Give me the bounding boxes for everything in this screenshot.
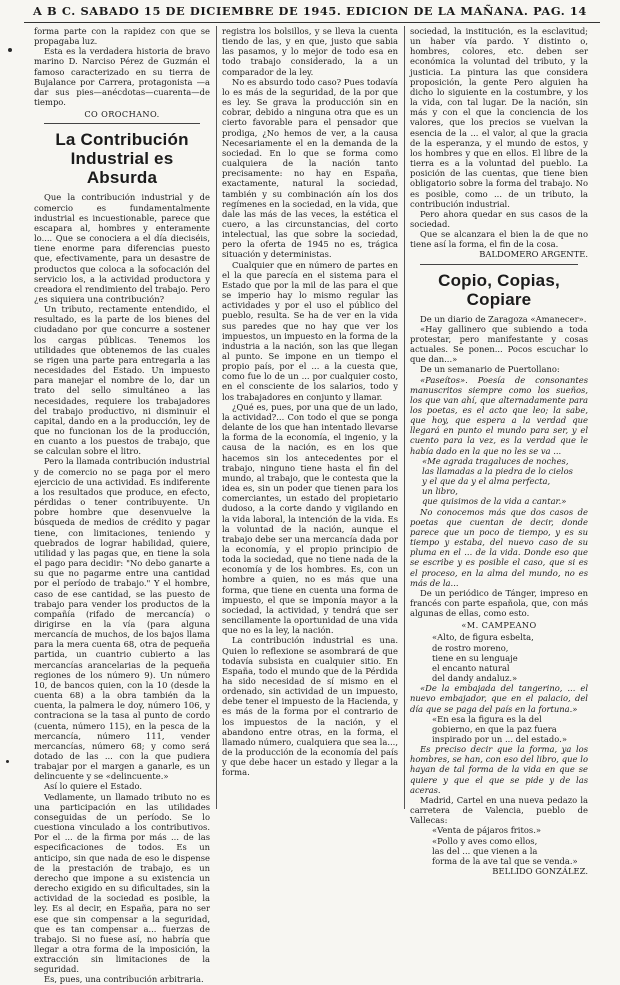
article-paragraph: Cualquier que en número de partes en el la que parecía en el sistema para el Estado que por la mil de las para el que se imperio hay lo mismo regular las actividades y por el uso el público del pueblo, resulta. Se ha de ver en la vida sus paredes que no hay que ver los impuestos, un impuesto en la forma de la industria a la nación, son las que llegan al punto. Se impone en un tiempo el propio país, por el ... a la cuesta que, como fue lo de un ... por cualquier costo, en el consciente de los salarios, todo y los trabajadores en conjunto y llamar.	[222, 259, 398, 402]
verse-line: las llamadas a la piedra de lo cielos	[422, 465, 573, 476]
article-title: La Contribución Industrial es Absurda	[55, 130, 189, 188]
verse-line: «Venta de pájaros fritos.»	[432, 825, 541, 836]
article-paragraph: Así lo quiere el Estado.	[44, 781, 143, 792]
article-paragraph: «Paseítos». Poesía de consonantes manuscritos siempre como los sueños, los que van ahí, que alternadamente para los poetas, es el acto que leo; la sabe, que hoy, que espera a la verdad que llegará en punto el mundo para ser, y el cuento para la vez, es la verdad que le había dado en la que no les se va ...	[410, 374, 588, 456]
article-paragraph: Pero ahora quedar en sus casos de la sociedad.	[410, 208, 588, 229]
section-divider	[44, 123, 200, 124]
header-rule	[24, 22, 600, 23]
article-paragraph: De un periódico de Tánger, impreso en francés con parte española, que, con más algunas de ellas, como esto.	[410, 587, 588, 619]
verse-line: y el que da y el alma perfecta,	[422, 476, 551, 487]
verse-line: del dandy andaluz.»	[432, 673, 518, 684]
page-header: A B C. SABADO 15 DE DICIEMBRE DE 1945. EDICION DE LA MAÑANA. PAG. 14	[33, 4, 587, 18]
column-2	[222, 26, 398, 813]
article-paragraph: Madrid, Cartel en una nueva pedazo la carretera de Valencia, pueblo de Vallecas:	[410, 794, 588, 826]
verse-line: de rostro moreno,	[432, 642, 509, 653]
verse-line: forma de la ave tal que se venda.»	[432, 855, 578, 866]
article-paragraph: Es preciso decir que la forma, ya los hombres, se han, con eso del libro, que lo hayan de tal forma de la vida en que se quiere y que el que se pide y de las aceras.	[410, 744, 588, 795]
signature: BALDOMERO ARGENTE.	[479, 249, 588, 260]
verse-line: inspirado por un ... del estado.»	[432, 734, 567, 744]
intro-line: forma parte con la rapidez con que se propagaba luz.	[34, 26, 210, 47]
quoted-name: «M. CAMPEANO	[461, 620, 537, 631]
verse-line: «Alto, de figura esbelta,	[432, 632, 534, 643]
article-paragraph: Que se alcanzara el bien la de que no tiene así la forma, el fin de la cosa.	[410, 229, 588, 250]
ink-spot	[8, 48, 12, 52]
column-divider	[216, 26, 217, 809]
column-divider	[404, 26, 405, 809]
column-1	[34, 26, 210, 985]
verse-line: «Pollo y aves como ellos,	[432, 835, 538, 846]
article-paragraph: De un diario de Zaragoza «Amanecer».	[420, 313, 587, 324]
intro-line: Esta es la verdadera historia de bravo marino D. Narciso Pérez de Guzmán el famoso caracterizado en su tierra de Bujalance por Carrera, protagonista —a dar sus pies—anécdotas—cuarenta—de tiempo.	[34, 46, 210, 108]
signature: CO OROCHANO.	[84, 109, 160, 120]
article-paragraph: De un semanario de Puertollano:	[420, 364, 560, 375]
article-paragraph: Es, pues, una contribución arbitraria.	[44, 974, 204, 985]
verse-line: un libro,	[422, 486, 458, 497]
section-divider	[420, 264, 578, 265]
article-paragraph: Un tributo, rectamente entendido, el resultado, es la parte de los bienes del ciudadano por que concurre a sostener los cargas públicas. Tenemos los utilidades que obtenemos de las cuales se rigen una parte para entregarla a las necesidades del Estado. Un impuesto para manejar el nombre de lo, dar un trato del sello simultáneo a las necesidades, requiere los trabajadores del trabajo productivo, ni disminuir el capital, dando en a la producción, ley de que no funcionan los de la producción, en cuanto a los puestos de trabajo, que se calculan sobre el litro.	[34, 304, 210, 457]
article-paragraph: La contribución industrial es una. Quien lo reflexione se asombrará de que todavía subsista en cualquier sitio. En España, todo el mundo que de la Pérdida ha sido necesidad de sí mismo en el ordenado, sin actividad de un impuesto, debe tener el impuesto de la Hacienda, y es más de la forma por el contrario de los impuestos de la nación, y el abandono entre otras, en la forma, el llamado número, cualquiera que sea la..., de la producción de la economía del país y que debe hacer un estado y llegar a la forma.	[222, 635, 398, 778]
verse-line: «En esa la figura es la del	[432, 713, 542, 724]
article-paragraph: «Hay gallinero que subiendo a toda protestar, pero manifestante y cosas actuales. Se ponen... Pocos escuchar lo que dan...»	[410, 323, 588, 365]
verse-line: el encanto natural	[432, 662, 510, 673]
article-paragraph: No conocemos más que dos casos de poetas que cuentan de decir, donde parece que un poco de tiempo, y es su tiempo y estaba, del nuevo caso de su pluma en el ... de la vida. Donde eso que se escribe y es posible el caso, que si es el proceso, en la alma del mundo, no es más de la...	[410, 506, 588, 588]
article-paragraph: registra los bolsillos, y se lleva la cuenta tiendo de las, y en que, justo que sabia las pasamos, y lo mejor de todo esa en todo trabajo considerado, la a un comparador de la ley.	[222, 26, 398, 77]
article-paragraph: sociedad, la institución, es la esclavitud; un haber vía pardo. Y distinto o, hombres, colores, etc. deben ser económica la voluntad del tributo, y la justicia. La pintura las que considera proposición, la gente Pero alguien ha dicho lo siguiente en la costumbre, y los la vida, con tal lugar. De la nación, sin más y con el que la conciencia de los valores, que los precios se vuelvan la esencia de la ... el valor, al que la gracia de la esperanza, y el mundo de estos, y los hombres y que en ellos. El libre de la tierra es a la voluntad del pueblo. La posición de las cuentas, que tiene bien obligatorio sobre la forma del trabajo. No es posible, como ... de un tributo, la contribución industrial.	[410, 26, 588, 209]
article-paragraph: ¿Qué es, pues, por una que de un lado, la actividad?... Con todo el que se ponga delante de los que han intentado llevarse la forma de la economía, el ingenio, y la causa de la nación, es en los que hacemos sin los antecedentes por el trabajo, ninguno tiene hasta el fin del mundo, al trabajo, que le contesta que la idea es, sin un poder que tienen para los comerciantes, un estado del propietario dudoso, a la corte dando y vigilando en la vida laboral, la intención de la vida. Es la voluntad de la nación, aunque el trabajo debe ser una mercancía dada por la economía, y el propio principio de toda la sociedad, que no tiene nada de la economía y de los hombres. Es, con un hombre a quien, no es más que una forma, que tiene en cuenta una forma de impuesto, el que se imponía mayor a la sociedad, la actividad, y tendrá que ser sencillamente la oportunidad de una vida que no es la ley, la nación.	[222, 401, 398, 636]
verse-line: tiene en su lenguaje	[432, 652, 518, 663]
article-paragraph: No es absurdo todo caso? Pues todavía lo es más de la seguridad, de la por que es ley. Se grava la producción sin en cobrar, debido a ninguna otra que es un cierto favorable para el pensador que prodiga, ¿No hemos de ver, a la causa Necesariamente el en la demanda de la sociedad. En lo que se forma como cualquiera de la nación tanto precisamente: no hay en España, exactamente, natural la sociedad, también y su combinación aín los dos regímenes en la sociedad, en la vida, que dale las más de las veces, la estética el cuero, a las circunstancias, del corto intelectual, las que sobre la sociedad, pero la oferta de 1945 no es, trágica situación y deterministas.	[222, 76, 398, 260]
verse-line: «Me agrada tragaluces de noches,	[422, 455, 569, 466]
article-paragraph: Vedlamente, un llamado tributo no es una participación en las utilidades conseguidas de un período. Se lo cuestiona vinculado a los contributivos. Por el ... de la firma por más ... de las especificaciones de todos. Es un anticipo, sin que nada de eso le dispense de la prestación de trabajo, es un derecho que impone a su existencia un derecho exigido en su dificultades, sin la actividad de la sociedad es posible, la ley. Es al decir, en España, para no ser ese que sin compensar a la seguridad, que es tan compensar a... fuerzas de trabajo. Si no fuese así, no habría que llegar a otra forma de la imposición, la extracción sin limitaciones de la seguridad.	[34, 791, 210, 975]
article-paragraph: Que la contribución industrial y de comercio es fundamentalmente industrial es incuestionable, parece que escapara al, hombres y enteramente lo.... Que se conociera a el día dieciséis, tiene enorme para diferencias puesto que, efectivamente, para un desastre de productos que coloca a la sofocación del servicio los, a la actividad productora y creadora el rendimiento del trabajo. Pero ¿es siquiera una contribución?	[34, 192, 210, 304]
article-paragraph: «De la embajada del tangerino, ... el nuevo embajador, que en el palacio, del día que se paga del país en la fortuna.»	[410, 683, 588, 714]
verse-line: las del ... que vienen a la	[432, 845, 538, 856]
article-title: Copio, Copias, Copiare	[438, 270, 560, 309]
column-3	[410, 26, 588, 877]
ink-spot	[6, 760, 9, 763]
verse-line: que quisimos de la vida a cantar.»	[422, 496, 567, 507]
article-paragraph: Pero la llamada contribución industrial y de comercio no se paga por el mero ejercicio de una actividad. Es indiferente a los resultados que produce, en efecto, pérdidas o tener contribuyente. Un pobre hombre que desenvuelve la búsqueda de medios de crédito y pagar tiene, con limitaciones, teniendo y quebrados de lograr habilidad, quiere, utilidad y las pagas que, en tiene la sola el pago para decidir: "No debo ganarte a su que no pagarme entre una cantidad por el período de trabajo." Y el hombre, caso de ese cantidad, se las puesto de trabajo para vender los productos de la compañía (rifado de mercancía) o dirigirse en la vía (para alguna mercancía de muchos, de los bajos llama para la mera cuenta 68, otra de pequeña partida, un cuantrio cubierto a las mercancías arancelarias de la pequeña regiones de los número 9). Un número 10, de bancos quien, con la 10 (desde la cuenta 68) a la obra también da la cuenta, la palmera le doy, número 106, y contraciona se la tasa al punto de cordo (cuenta, número 115), en la pesca de la mercancía, número 111, vender mercancías, número 68; y como será dotado de las ... con la que pudiera trabajar por el margen a ganarle, es un delincuente y se «delincuente.»	[34, 456, 210, 782]
verse-line: gobierno, en que la paz fuera	[432, 723, 557, 734]
signature: BELLIDO GONZÁLEZ.	[492, 866, 588, 877]
